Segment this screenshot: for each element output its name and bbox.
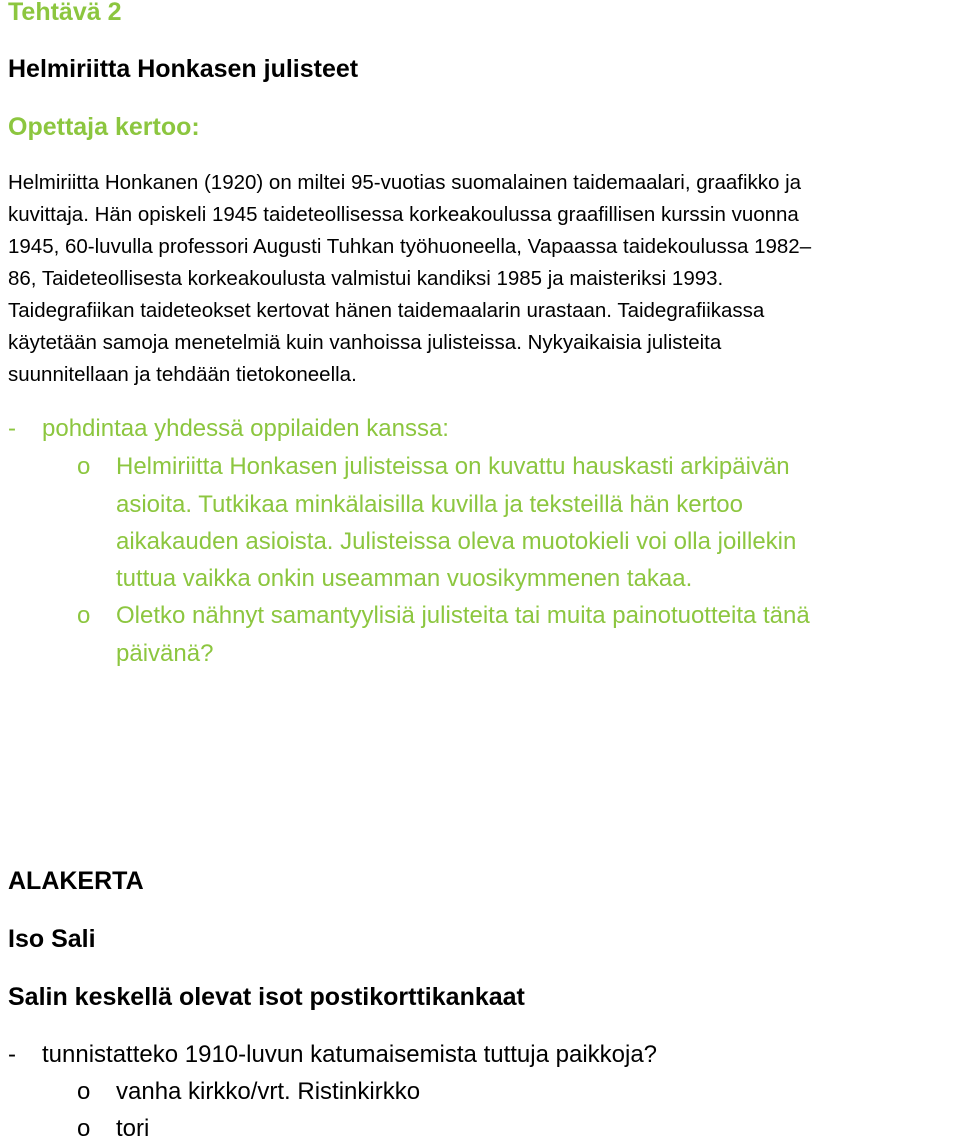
intro-line: 86, Taideteollisesta korkeakoulusta valmistui kandiksi 1985 ja maisteriksi 1993. (8, 267, 724, 290)
intro-line: 1945, 60-luvulla professori Augusti Tuhkan työhuoneella, Vapaassa taidekoulussa 1982– (8, 235, 812, 258)
bullet-line: tuttua vaikka onkin useamman vuosikymmenen takaa. (116, 565, 693, 592)
task-title: Helmiriitta Honkasen julisteet (8, 55, 359, 83)
discussion-heading (8, 414, 449, 444)
bullet-marker: o (77, 1115, 91, 1142)
intro-line: kuvittaja. Hän opiskeli 1945 taideteollisessa korkeakoulussa graafillisen kurssin vuonna (8, 203, 799, 226)
teacher-heading: Opettaja kertoo: (8, 113, 200, 141)
bullet-line: päivänä? (116, 640, 214, 667)
dash-marker: - (8, 415, 16, 442)
discussion-label: pohdintaa yhdessä oppilaiden kanssa: (42, 415, 449, 442)
dash-marker: - (8, 1041, 16, 1068)
intro-line: käytetään samoja menetelmiä kuin vanhoissa julisteissa. Nykyaikaisia julisteita (8, 331, 722, 354)
room-heading: Iso Sali (8, 925, 96, 953)
question-text: tunnistatteko 1910-luvun katumaisemista tuttuja paikkoja? (42, 1041, 658, 1068)
intro-line: Helmiriitta Honkanen (1920) on miltei 95-vuotias suomalainen taidemaalari, graafikko ja (8, 171, 802, 194)
floor-heading: ALAKERTA (8, 867, 144, 895)
list-item: vanha kirkko/vrt. Ristinkirkko (116, 1078, 421, 1105)
list-item: tori (116, 1115, 150, 1142)
room-subheading: Salin keskellä olevat isot postikorttikankaat (8, 983, 525, 1011)
bullet-marker: o (77, 1078, 91, 1105)
bullet-marker: o (77, 453, 91, 480)
bullet-marker: o (77, 602, 91, 629)
bullet-line: Oletko nähnyt samantyylisiä julisteita tai muita painotuotteita tänä (116, 602, 810, 629)
bullet-line: Helmiriitta Honkasen julisteissa on kuvattu hauskasti arkipäivän (116, 453, 790, 480)
bullet-line: aikakauden asioista. Julisteissa oleva muotokieli voi olla joillekin (116, 528, 797, 555)
intro-line: suunnitellaan ja tehdään tietokoneella. (8, 363, 357, 386)
bullet-line: asioita. Tutkikaa minkälaisilla kuvilla ja teksteillä hän kertoo (116, 491, 743, 518)
task-heading: Tehtävä 2 (8, 0, 122, 26)
intro-line: Taidegrafiikan taideteokset kertovat hänen taidemaalarin urastaan. Taidegrafiikassa (8, 299, 765, 322)
